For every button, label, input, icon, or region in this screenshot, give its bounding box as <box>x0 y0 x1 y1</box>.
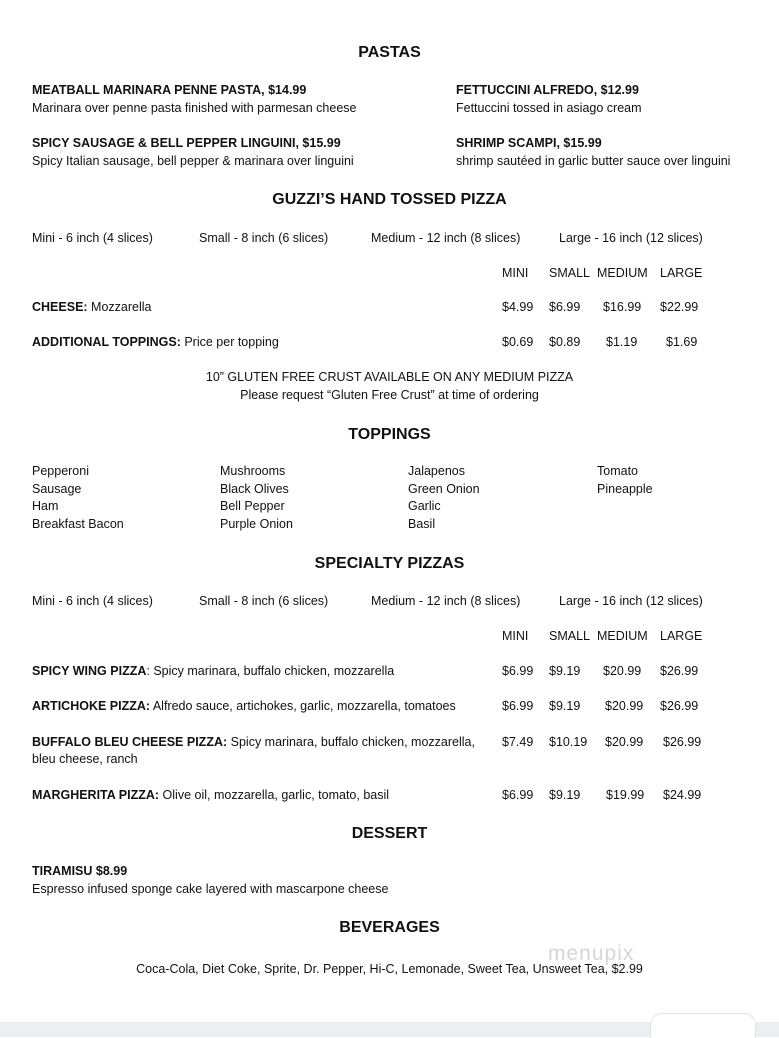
topping-item: Green Onion <box>408 481 480 496</box>
pasta-title: SPICY SAUSAGE & BELL PEPPER LINGUINI, $15.99 <box>32 136 341 150</box>
price: $26.99 <box>660 699 699 713</box>
price: $9.19 <box>549 788 581 802</box>
topping-item: Garlic <box>408 499 441 513</box>
price: $6.99 <box>502 788 534 802</box>
topping-item: Mushrooms <box>220 464 286 478</box>
column-header: LARGE <box>660 266 703 280</box>
price: $24.99 <box>663 788 702 802</box>
menu-row-cheese <box>32 300 152 314</box>
topping-item: Sausage <box>32 481 82 496</box>
price: $6.99 <box>502 699 534 713</box>
price: $10.19 <box>549 735 588 749</box>
item-name: SPICY WING PIZZA <box>32 664 147 678</box>
item-name: ADDITIONAL TOPPINGS: <box>32 335 181 349</box>
topping-item: Ham <box>32 499 59 513</box>
toppings-column <box>408 463 480 533</box>
price: $22.99 <box>660 300 699 314</box>
item-name: MARGHERITA PIZZA: <box>32 788 160 802</box>
menu-row-spicy-wing <box>32 664 394 678</box>
size-option: Medium - 12 inch (8 slices) <box>371 594 521 608</box>
topping-item: Purple Onion <box>220 516 293 531</box>
price: $6.99 <box>502 664 534 678</box>
toppings-column <box>220 463 293 533</box>
item-name: BUFFALO BLEU CHEESE PIZZA: <box>32 735 228 749</box>
price: $1.19 <box>606 335 638 349</box>
pasta-title: SHRIMP SCAMPI, $15.99 <box>456 136 602 150</box>
menu-row-margherita <box>32 788 389 802</box>
size-option: Mini - 6 inch (4 slices) <box>32 594 153 608</box>
dessert-title: TIRAMISU $8.99 <box>32 864 128 878</box>
pastas-heading: PASTAS <box>358 44 421 61</box>
dessert-desc: Espresso infused sponge cake layered with mascarpone cheese <box>32 882 389 896</box>
dessert-heading: DESSERT <box>351 825 428 842</box>
price: $6.99 <box>549 300 581 314</box>
item-name: ARTICHOKE PIZZA: <box>32 699 151 713</box>
item-desc: Olive oil, mozzarella, garlic, tomato, basil <box>159 788 390 802</box>
specialty-heading: SPECIALTY PIZZAS <box>314 555 465 572</box>
item-desc-continued: bleu cheese, ranch <box>32 752 138 766</box>
gluten-free-instruction: Please request “Gluten Free Crust” at time of ordering <box>240 388 539 402</box>
price: $20.99 <box>603 664 642 678</box>
topping-item: Breakfast Bacon <box>32 516 124 531</box>
beverages-list: Coca-Cola, Diet Coke, Sprite, Dr. Pepper, Hi-C, Lemonade, Sweet Tea, Unsweet Tea, $2.99 <box>136 962 643 976</box>
menupix-watermark: menupix <box>548 942 635 965</box>
menu-row-buffalo-bleu <box>32 735 475 749</box>
topping-item: Black Olives <box>220 481 289 496</box>
column-header: MINI <box>502 629 529 643</box>
column-header: MEDIUM <box>597 629 648 643</box>
item-name: CHEESE: <box>32 300 88 314</box>
topping-item: Basil <box>408 516 436 531</box>
beverages-heading: BEVERAGES <box>339 919 440 936</box>
column-header: SMALL <box>549 266 590 280</box>
price: $9.19 <box>549 664 581 678</box>
pasta-desc: Marinara over penne pasta finished with parmesan cheese <box>32 101 357 115</box>
size-option: Small - 8 inch (6 slices) <box>199 594 329 608</box>
item-desc: Spicy marinara, buffalo chicken, mozzarella, <box>227 735 475 749</box>
pasta-desc: shrimp sautéed in garlic butter sauce over linguini <box>456 154 731 168</box>
menu-row-artichoke <box>32 699 456 713</box>
price: $26.99 <box>660 664 699 678</box>
item-desc: : Spicy marinara, buffalo chicken, mozzarella <box>146 664 395 678</box>
gluten-free-note: 10” GLUTEN FREE CRUST AVAILABLE ON ANY MEDIUM PIZZA <box>205 370 574 384</box>
pasta-desc: Fettuccini tossed in asiago cream <box>456 101 642 115</box>
menu-row-additional-toppings <box>32 335 279 349</box>
size-option: Mini - 6 inch (4 slices) <box>32 231 153 245</box>
price: $0.69 <box>502 335 534 349</box>
hand-tossed-heading: GUZZI’S HAND TOSSED PIZZA <box>272 191 507 208</box>
price: $19.99 <box>606 788 645 802</box>
pasta-title: MEATBALL MARINARA PENNE PASTA, $14.99 <box>32 83 307 97</box>
item-desc: Mozzarella <box>87 300 152 314</box>
size-option: Small - 8 inch (6 slices) <box>199 231 329 245</box>
pasta-desc: Spicy Italian sausage, bell pepper & marinara over linguini <box>32 154 354 168</box>
column-header: SMALL <box>549 629 590 643</box>
column-header: LARGE <box>660 629 703 643</box>
bottom-tab <box>650 1013 756 1038</box>
topping-item: Jalapenos <box>408 464 465 478</box>
column-header: MEDIUM <box>597 266 648 280</box>
toppings-column <box>597 463 653 498</box>
size-option: Medium - 12 inch (8 slices) <box>371 231 521 245</box>
toppings-heading: TOPPINGS <box>348 426 431 443</box>
price: $9.19 <box>549 699 581 713</box>
price: $7.49 <box>502 735 534 749</box>
size-option: Large - 16 inch (12 slices) <box>559 594 703 608</box>
toppings-column <box>32 463 124 533</box>
price: $1.69 <box>666 335 698 349</box>
price: $20.99 <box>605 699 644 713</box>
column-header: MINI <box>502 266 529 280</box>
pasta-title: FETTUCCINI ALFREDO, $12.99 <box>456 83 639 97</box>
topping-item: Pepperoni <box>32 464 89 478</box>
price: $20.99 <box>605 735 644 749</box>
topping-item: Pineapple <box>597 481 653 496</box>
price: $4.99 <box>502 300 534 314</box>
size-option: Large - 16 inch (12 slices) <box>559 231 703 245</box>
item-desc: Alfredo sauce, artichokes, garlic, mozzarella, tomatoes <box>150 699 456 713</box>
item-desc: Price per topping <box>180 335 279 349</box>
price: $26.99 <box>663 735 702 749</box>
price: $0.89 <box>549 335 581 349</box>
price: $16.99 <box>603 300 642 314</box>
topping-item: Tomato <box>597 464 638 478</box>
topping-item: Bell Pepper <box>220 499 285 513</box>
